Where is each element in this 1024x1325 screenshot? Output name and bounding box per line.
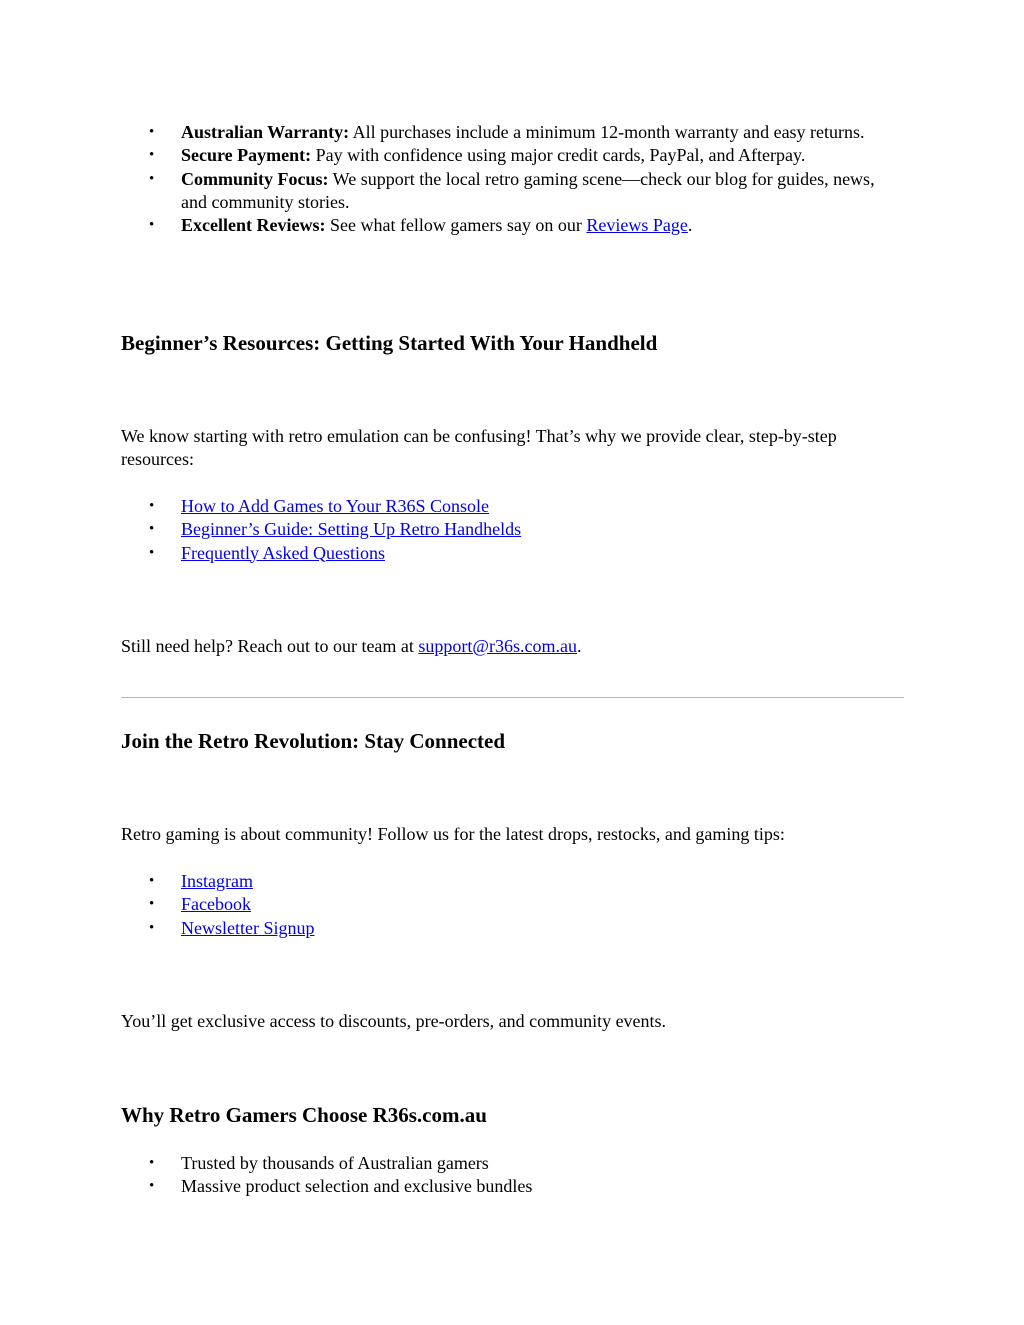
list-item <box>121 518 904 541</box>
why-list <box>121 1152 904 1199</box>
bullet-icon: • <box>149 544 155 561</box>
item-text: Massive product selection and exclusive bundles <box>181 1176 533 1197</box>
bullet-icon: • <box>149 873 155 889</box>
bullet-icon: • <box>149 1178 155 1195</box>
facebook-link[interactable]: Facebook <box>181 894 251 915</box>
item-text: Pay with confidence using major credit cards, PayPal, and Afterpay. <box>311 145 806 166</box>
item-text: We support the local retro gaming scene—check our blog for guides, news, and community stories. <box>181 168 875 212</box>
bullet-icon: • <box>149 147 155 164</box>
connect-heading: Join the Retro Revolution: Stay Connected <box>121 729 506 753</box>
faq-link[interactable]: Frequently Asked Questions <box>181 542 385 563</box>
item-label: Australian Warranty: <box>181 122 350 142</box>
benefits-list <box>121 121 904 237</box>
item-label: Excellent Reviews: <box>181 215 326 236</box>
bullet-icon: • <box>149 124 155 140</box>
list-item <box>121 893 904 916</box>
add-games-link[interactable]: How to Add Games to Your R36S Console <box>181 496 490 516</box>
support-email-link[interactable]: support@r36s.com.au <box>418 636 577 656</box>
social-links-list <box>121 870 904 940</box>
bullet-icon: • <box>149 521 155 538</box>
help-paragraph <box>121 635 904 658</box>
reviews-page-link[interactable]: Reviews Page <box>586 215 688 236</box>
bullet-icon: • <box>149 170 155 187</box>
help-text: Still need help? Reach out to our team at <box>121 636 419 656</box>
item-text: Trusted by thousands of Australian gamers <box>181 1153 489 1173</box>
list-item <box>121 1175 904 1198</box>
list-item <box>121 1152 904 1175</box>
list-item <box>121 542 904 565</box>
bullet-icon: • <box>149 1155 155 1171</box>
list-item <box>121 495 904 518</box>
item-text-end: . <box>687 215 693 236</box>
bullet-icon: • <box>149 498 155 514</box>
connect-intro: Retro gaming is about community! Follow us for the latest drops, restocks, and gaming tips: <box>121 824 785 844</box>
beginner-heading: Beginner’s Resources: Getting Started With Your Handheld <box>121 331 658 355</box>
bullet-icon: • <box>149 217 155 234</box>
beginner-intro: We know starting with retro emulation can be confusing! That’s why we provide clear, step-by-step resources: <box>121 426 837 470</box>
item-label: Community Focus: <box>181 168 329 189</box>
list-item-warranty <box>121 121 904 144</box>
horizontal-divider <box>121 697 904 698</box>
item-text: See what fellow gamers say on our <box>325 215 587 236</box>
connect-outro: You’ll get exclusive access to discounts, pre-orders, and community events. <box>121 1011 667 1031</box>
item-label: Secure Payment: <box>181 145 312 166</box>
why-heading: Why Retro Gamers Choose R36s.com.au <box>121 1103 487 1127</box>
beginners-guide-link[interactable]: Beginner’s Guide: Setting Up Retro Handhelds <box>181 519 522 540</box>
list-item-reviews <box>121 214 904 237</box>
item-text: All purchases include a minimum 12-month warranty and easy returns. <box>349 122 865 142</box>
list-item <box>121 917 904 940</box>
newsletter-signup-link[interactable]: Newsletter Signup <box>181 917 315 938</box>
list-item <box>121 870 904 893</box>
instagram-link[interactable]: Instagram <box>181 871 253 891</box>
bullet-icon: • <box>149 896 155 913</box>
list-item-community <box>121 168 904 215</box>
beginner-links-list <box>121 495 904 565</box>
bullet-icon: • <box>149 919 155 936</box>
help-text-end: . <box>576 636 582 656</box>
list-item-payment <box>121 144 904 167</box>
